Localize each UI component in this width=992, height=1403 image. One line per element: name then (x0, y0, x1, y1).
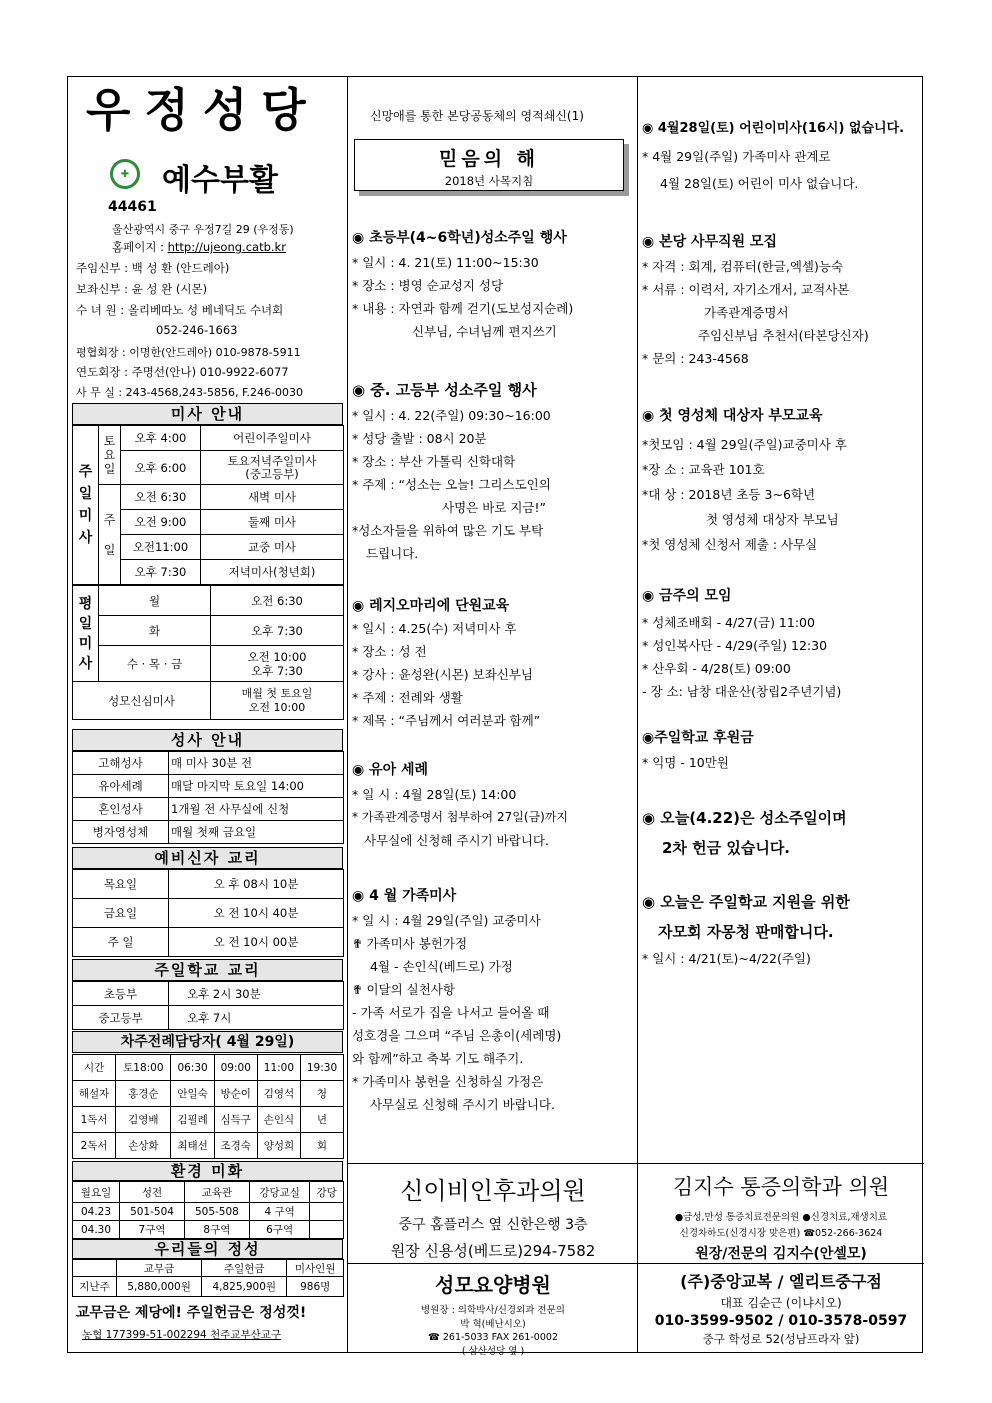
ad-director: 원장/전문의 김지수(안셀모) (695, 1246, 867, 1262)
weekday-day: 화 (99, 616, 211, 646)
table-cell (310, 1203, 344, 1221)
sunday-label: 주일 (99, 485, 121, 585)
table-cell: 양성희 (257, 1133, 300, 1159)
table-header: 성전 (120, 1182, 185, 1203)
sacrament-name: 혼인성사 (73, 798, 169, 821)
info-line: 사무실로 신청해 주시기 바랍니다. (370, 1097, 555, 1112)
table-header: 주일헌금 (202, 1260, 287, 1277)
info-line: * 강사 : 윤성완(시몬) 보좌신부님 (352, 667, 534, 682)
section-heading: ◉ 레지오마리에 단원교육 (352, 598, 510, 614)
info-line: 성호경을 그으며 “주님 은총이(세례명) (352, 1028, 562, 1043)
heart-mass-time: 매월 첫 토요일 오전 10:00 (211, 682, 344, 720)
catechumen-time: 오 후 08시 10분 (169, 870, 344, 899)
table-header: 월요일 (73, 1182, 120, 1203)
heart-mass-label: 성모신심미사 (73, 682, 211, 720)
info-line: *첫 영성체 신청서 제출 : 사무실 (642, 537, 818, 552)
section-heading: ◉ 금주의 모임 (642, 588, 732, 604)
mass-name: 교중 미사 (201, 535, 344, 560)
ad-phone: 010-3599-9502 / 010-3578-0597 (654, 1313, 908, 1329)
weekday-mass-table (72, 585, 344, 720)
sacrament-info: 매달 마지막 토요일 14:00 (169, 775, 344, 798)
women-head: 연도회장 : 주명선(안나) 010-9922-6077 (76, 365, 289, 379)
info-line: - 장 소: 남창 대운산(창립2주년기념) (642, 684, 842, 699)
ad-phone: ☎ 261-5033 FAX 261-0002 (428, 1332, 558, 1343)
info-line: * 4월 29일(주일) 가족미사 관계로 (642, 149, 831, 164)
notice-line: ◉ 오늘은 주일학교 지원을 위한 (642, 893, 850, 911)
table-cell: 8구역 (184, 1221, 249, 1239)
assistant-priest: 보좌신부 : 윤 성 완 (시몬) (76, 282, 208, 296)
ent-clinic-ad (350, 1171, 636, 1261)
table-cell: 7구역 (120, 1221, 185, 1239)
info-line: * 서류 : 이력서, 자기소개서, 교적사본 (642, 282, 850, 297)
weekday-day: 월 (99, 586, 211, 616)
info-line: * 자격 : 회계, 컴퓨터(한글,엑셀)능숙 (642, 259, 844, 274)
info-line: * 일시 : 4. 21(토) 11:00~15:30 (352, 255, 539, 270)
ad-description: ●금성,만성 통증치료전문의원 ●신경치료,재생치료 (674, 1212, 888, 1223)
mass-name: 토요저녁주일미사 (중고등부) (201, 451, 344, 485)
right-column (638, 77, 924, 1352)
section-heading: ◉ 초등부(4~6학년)성소주일 행사 (352, 230, 567, 246)
info-line: * 성체조배회 - 4/27(금) 11:00 (642, 615, 815, 630)
ad-location: ( 삼산성당 옆 ) (461, 1346, 525, 1357)
info-line: ✟ 이달의 실천사항 (352, 982, 455, 997)
table-cell: 4 구역 (249, 1203, 310, 1221)
table-cell: 조경숙 (214, 1133, 257, 1159)
grade: 초등부 (73, 982, 169, 1006)
info-line: 드립니다. (366, 546, 419, 561)
youth-vocation-section (352, 379, 551, 565)
section-heading: ◉주일학교 후원금 (642, 730, 754, 746)
mass-time: 오후 4:00 (121, 426, 201, 451)
grade: 중고등부 (73, 1006, 169, 1030)
info-line: * 문의 : 243-4568 (642, 351, 749, 366)
table-cell: 년 (301, 1107, 344, 1133)
section-heading: ◉ 본당 사무직원 모집 (642, 234, 778, 250)
catechumen-time: 오 전 10시 00분 (169, 928, 344, 957)
saturday-label: 토요일 (99, 426, 121, 485)
theme-title: 믿음의 해 (438, 148, 540, 170)
ad-director: 박 혁(베난시오) (460, 1319, 526, 1330)
class-time: 오후 7시 (169, 1006, 344, 1030)
notice-line: 자모회 자몽청 판매합니다. (658, 923, 834, 941)
catechumen-title: 예비신자 교리 (72, 847, 343, 869)
table-header: 강당 (310, 1182, 344, 1203)
info-line: 4월 28일(토) 어린이 미사 없습니다. (660, 176, 859, 191)
ad-location: 중구 홈플러스 옆 신한은행 3층 (398, 1217, 588, 1233)
pain-clinic-ad (640, 1171, 922, 1263)
cleaning-table (72, 1181, 344, 1239)
info-line: *대 상 : 2018년 초등 3~6학년 (642, 487, 816, 502)
sunday-school-table (72, 981, 344, 1030)
table-cell: 손인식 (257, 1107, 300, 1133)
legio-section (352, 595, 540, 732)
sunday-mass-table (72, 425, 344, 585)
mass-time: 오후 7:30 (121, 560, 201, 585)
sacraments-title: 성사 안내 (72, 729, 343, 751)
offering-slogan: 교무금은 제당에! 주일헌금은 정성껏! (76, 1305, 307, 1321)
section-heading: ◉ 첫 영성체 대상자 부모교육 (642, 408, 823, 424)
catechumen-day: 목요일 (73, 870, 169, 899)
bulletin-page (67, 76, 923, 1357)
mass-time: 오후 6:00 (121, 451, 201, 485)
table-cell: 5,880,000원 (117, 1277, 202, 1297)
weekly-meetings-section (642, 585, 841, 703)
homepage-label: 홈페이지 : (112, 240, 164, 254)
homepage-row (112, 239, 286, 255)
info-line: 사무실에 신청해 주시기 바랍니다. (364, 833, 549, 848)
vocation-sunday-notice (642, 803, 847, 863)
left-column (68, 77, 348, 1352)
table-cell: 505-508 (184, 1203, 249, 1221)
middle-column (348, 77, 638, 1352)
table-cell: 4,825,900원 (202, 1277, 287, 1297)
info-line: * 성당 출발 : 08시 20분 (352, 431, 487, 446)
info-line: * 주제 : “성소는 오늘! 그리스도인의 (352, 477, 551, 492)
ad-divider (348, 1263, 924, 1264)
offering-title: 우리들의 정성 (72, 1239, 343, 1259)
ad-name: (주)중앙교복 / 엘리트중구점 (680, 1272, 882, 1291)
family-mass-section (352, 885, 561, 1116)
table-cell: 홍경순 (116, 1081, 171, 1107)
parish-title: 우정성당 (86, 83, 320, 137)
info-line: 신부님, 수녀님께 편지쓰기 (412, 324, 557, 339)
table-header: 교육관 (184, 1182, 249, 1203)
office-phone: 사 무 실 : 243-4568,243-5856, F.246-0030 (76, 386, 303, 399)
cleaning-title: 환경 미화 (72, 1161, 343, 1181)
care-hospital-ad (350, 1269, 636, 1357)
school-support-section (642, 727, 754, 774)
ad-description: 신경차하도(신경시장 맞은편) ☎052-266-3624 (679, 1228, 883, 1239)
info-line: * 가족미사 봉헌을 신청하실 가정은 (352, 1074, 544, 1089)
sacrament-name: 유아세례 (73, 775, 169, 798)
table-cell: 986명 (287, 1277, 344, 1297)
sacrament-name: 고해성사 (73, 752, 169, 775)
info-line: ✟ 가족미사 봉헌가정 (352, 936, 468, 951)
parish-logo-icon: ✚ (110, 159, 140, 189)
notice-line: ◉ 오늘(4.22)은 성소주일이며 (642, 809, 847, 827)
ad-divider (348, 1163, 924, 1164)
weekday-time: 오후 7:30 (211, 616, 344, 646)
info-line: * 가족관계증명서 첨부하여 27일(금)까지 (352, 810, 568, 824)
table-cell: 해설자 (73, 1081, 116, 1107)
infant-baptism-section (352, 759, 568, 852)
info-line: * 주제 : 전례와 생활 (352, 690, 463, 705)
info-line: * 성인복사단 - 4/29(주일) 12:30 (642, 638, 828, 653)
catechumen-day: 주 일 (73, 928, 169, 957)
table-cell: 2독서 (73, 1133, 116, 1159)
info-line: * 일 시 : 4월 28일(토) 14:00 (352, 787, 517, 802)
grapefruit-sale-notice (642, 887, 850, 970)
table-cell: 김영배 (116, 1107, 171, 1133)
class-time: 오후 2시 30분 (169, 982, 344, 1006)
ad-name: 성모요양병원 (435, 1273, 551, 1297)
info-line: *장 소 : 교육관 101호 (642, 462, 765, 477)
mass-time: 오전11:00 (121, 535, 201, 560)
ad-representative: 대표 김순근 (이냐시오) (720, 1296, 842, 1310)
mass-name: 어린이주일미사 (201, 426, 344, 451)
table-header: 06:30 (171, 1055, 214, 1081)
catechumen-time: 오 전 10시 40분 (169, 899, 344, 928)
postal-code: 44461 (108, 199, 157, 215)
table-cell: 6구역 (249, 1221, 310, 1239)
info-line: * 일 시 : 4월 29일(주일) 교중미사 (352, 913, 541, 928)
first-communion-section (642, 405, 847, 558)
table-cell: 방순이 (214, 1081, 257, 1107)
mass-time: 오전 9:00 (121, 510, 201, 535)
sacrament-info: 매월 첫째 금요일 (169, 821, 344, 844)
mass-time: 오전 6:30 (121, 485, 201, 510)
ministers-title: 차주전례담당자( 4월 29일) (72, 1031, 343, 1053)
sisters-phone: 052-246-1663 (156, 323, 238, 337)
catechumen-day: 금요일 (73, 899, 169, 928)
table-header (73, 1260, 117, 1277)
weekday-mass-label: 평일미사 (73, 586, 99, 682)
elementary-vocation-section (352, 227, 573, 343)
pastor: 주임신부 : 백 성 환 (안드레아) (76, 261, 230, 275)
table-cell: 김필례 (171, 1107, 214, 1133)
table-cell: 1독서 (73, 1107, 116, 1133)
ministers-table (72, 1054, 344, 1159)
table-header: 19:30 (301, 1055, 344, 1081)
section-heading: ◉ 중. 고등부 성소주일 행사 (352, 381, 537, 399)
uniform-shop-ad (640, 1269, 922, 1347)
sacrament-name: 병자영성체 (73, 821, 169, 844)
table-cell: 최태선 (171, 1133, 214, 1159)
ad-location: 중구 학성로 52(성남프라자 앞) (702, 1332, 860, 1346)
info-line: * 산우회 - 4/28(토) 09:00 (642, 661, 791, 676)
table-cell: 안일숙 (171, 1081, 214, 1107)
theme-subtitle: 2018년 사목지침 (444, 174, 534, 188)
table-header: 미사인원 (287, 1260, 344, 1277)
sacrament-info: 1개월 전 사무실에 신청 (169, 798, 344, 821)
table-header: 시간 (73, 1055, 116, 1081)
mass-name: 저녁미사(청년회) (201, 560, 344, 585)
catechumen-table (72, 869, 344, 957)
info-line: * 내용 : 자연과 함께 걷기(도보성지순례) (352, 301, 574, 316)
mass-name: 새벽 미사 (201, 485, 344, 510)
council-head: 평협회장 : 이명한(안드레아) 010-9878-5911 (76, 346, 301, 359)
info-line: * 장소 : 성 전 (352, 644, 427, 659)
section-heading: ◉ 4 월 가족미사 (352, 888, 457, 904)
ad-director: 원장 신용성(베드로)294-7582 (390, 1242, 596, 1260)
weekday-time: 오전 6:30 (211, 586, 344, 616)
info-line: 첫 영성체 대상자 부모님 (706, 512, 839, 527)
info-line: * 일시 : 4/21(토)~4/22(주일) (642, 951, 811, 966)
sunday-school-title: 주일학교 교리 (72, 959, 343, 981)
info-line: 가족관계증명서 (704, 305, 789, 320)
info-line: * 익명 - 10만원 (642, 755, 729, 770)
bank-account: 농협 177399-51-002294 천주교부산교구 (82, 1329, 282, 1341)
children-mass-notice (642, 117, 904, 195)
info-line: *성소자들을 위하여 많은 기도 부탁 (352, 523, 544, 538)
info-line: * 일시 : 4. 22(주일) 09:30~16:00 (352, 408, 551, 423)
table-cell: 회 (301, 1133, 344, 1159)
sacraments-table (72, 751, 344, 844)
table-cell (310, 1221, 344, 1239)
ad-name: 신이비인후과의원 (400, 1177, 586, 1205)
sacrament-info: 매 미사 30분 전 (169, 752, 344, 775)
homepage-link[interactable]: http://ujeong.catb.kr (167, 240, 286, 254)
theme-box (354, 139, 624, 191)
season-title: 예수부활 (162, 163, 278, 198)
info-line: * 장소 : 부산 가톨릭 신학대학 (352, 454, 516, 469)
address: 울산광역시 중구 우정7길 29 (우정동) (112, 223, 294, 236)
mass-name: 둘째 미사 (201, 510, 344, 535)
sisters-convent: 수 녀 원 : 올리베따노 성 베네딕도 수녀회 (76, 303, 284, 317)
info-line: * 장소 : 병영 순교성지 성당 (352, 278, 504, 293)
staff-recruit-section (642, 231, 869, 370)
table-cell: 지난주 (73, 1277, 117, 1297)
series-title: 신망애를 통한 본당공동체의 영적쇄신(1) (370, 109, 584, 123)
table-header: 토18:00 (116, 1055, 171, 1081)
section-heading: ◉ 유아 세례 (352, 762, 429, 778)
mass-title: 미사 안내 (72, 403, 343, 425)
table-header: 강당교실 (249, 1182, 310, 1203)
table-header: 09:00 (214, 1055, 257, 1081)
weekday-time: 오전 10:00 오후 7:30 (211, 646, 344, 682)
info-line: *첫모임 : 4월 29일(주일)교중미사 후 (642, 437, 847, 452)
info-line: 사명은 바로 지금!” (442, 500, 546, 515)
info-line: * 제목 : “주님께서 여러분과 함께” (352, 713, 541, 728)
weekday-day: 수 · 목 · 금 (99, 646, 211, 682)
table-cell: 청 (301, 1081, 344, 1107)
info-line: 4월 - 손인식(베드로) 가정 (370, 959, 513, 974)
table-cell: 04.30 (73, 1221, 120, 1239)
info-line: 와 함께”하고 축복 기도 해주기. (352, 1051, 524, 1066)
offering-table (72, 1259, 344, 1297)
table-cell: 손상화 (116, 1133, 171, 1159)
table-header: 교무금 (117, 1260, 202, 1277)
info-line: * 일시 : 4.25(수) 저녁미사 후 (352, 621, 517, 636)
info-line: 주임신부님 추천서(타본당신자) (698, 328, 869, 343)
notice-line: 2차 헌금 있습니다. (662, 839, 791, 857)
section-heading: ◉ 4월28일(토) 어린이미사(16시) 없습니다. (642, 121, 905, 136)
ad-name: 김지수 통증의학과 의원 (672, 1175, 890, 1199)
table-cell: 501-504 (120, 1203, 185, 1221)
table-cell: 김영석 (257, 1081, 300, 1107)
table-cell: 심득구 (214, 1107, 257, 1133)
sunday-mass-label: 주일미사 (73, 426, 99, 585)
ad-director: 병원장 : 의학박사/신경외과 전문의 (421, 1305, 565, 1316)
table-cell: 04.23 (73, 1203, 120, 1221)
info-line: - 가족 서로가 집을 나서고 들어올 때 (352, 1005, 550, 1020)
table-header: 11:00 (257, 1055, 300, 1081)
